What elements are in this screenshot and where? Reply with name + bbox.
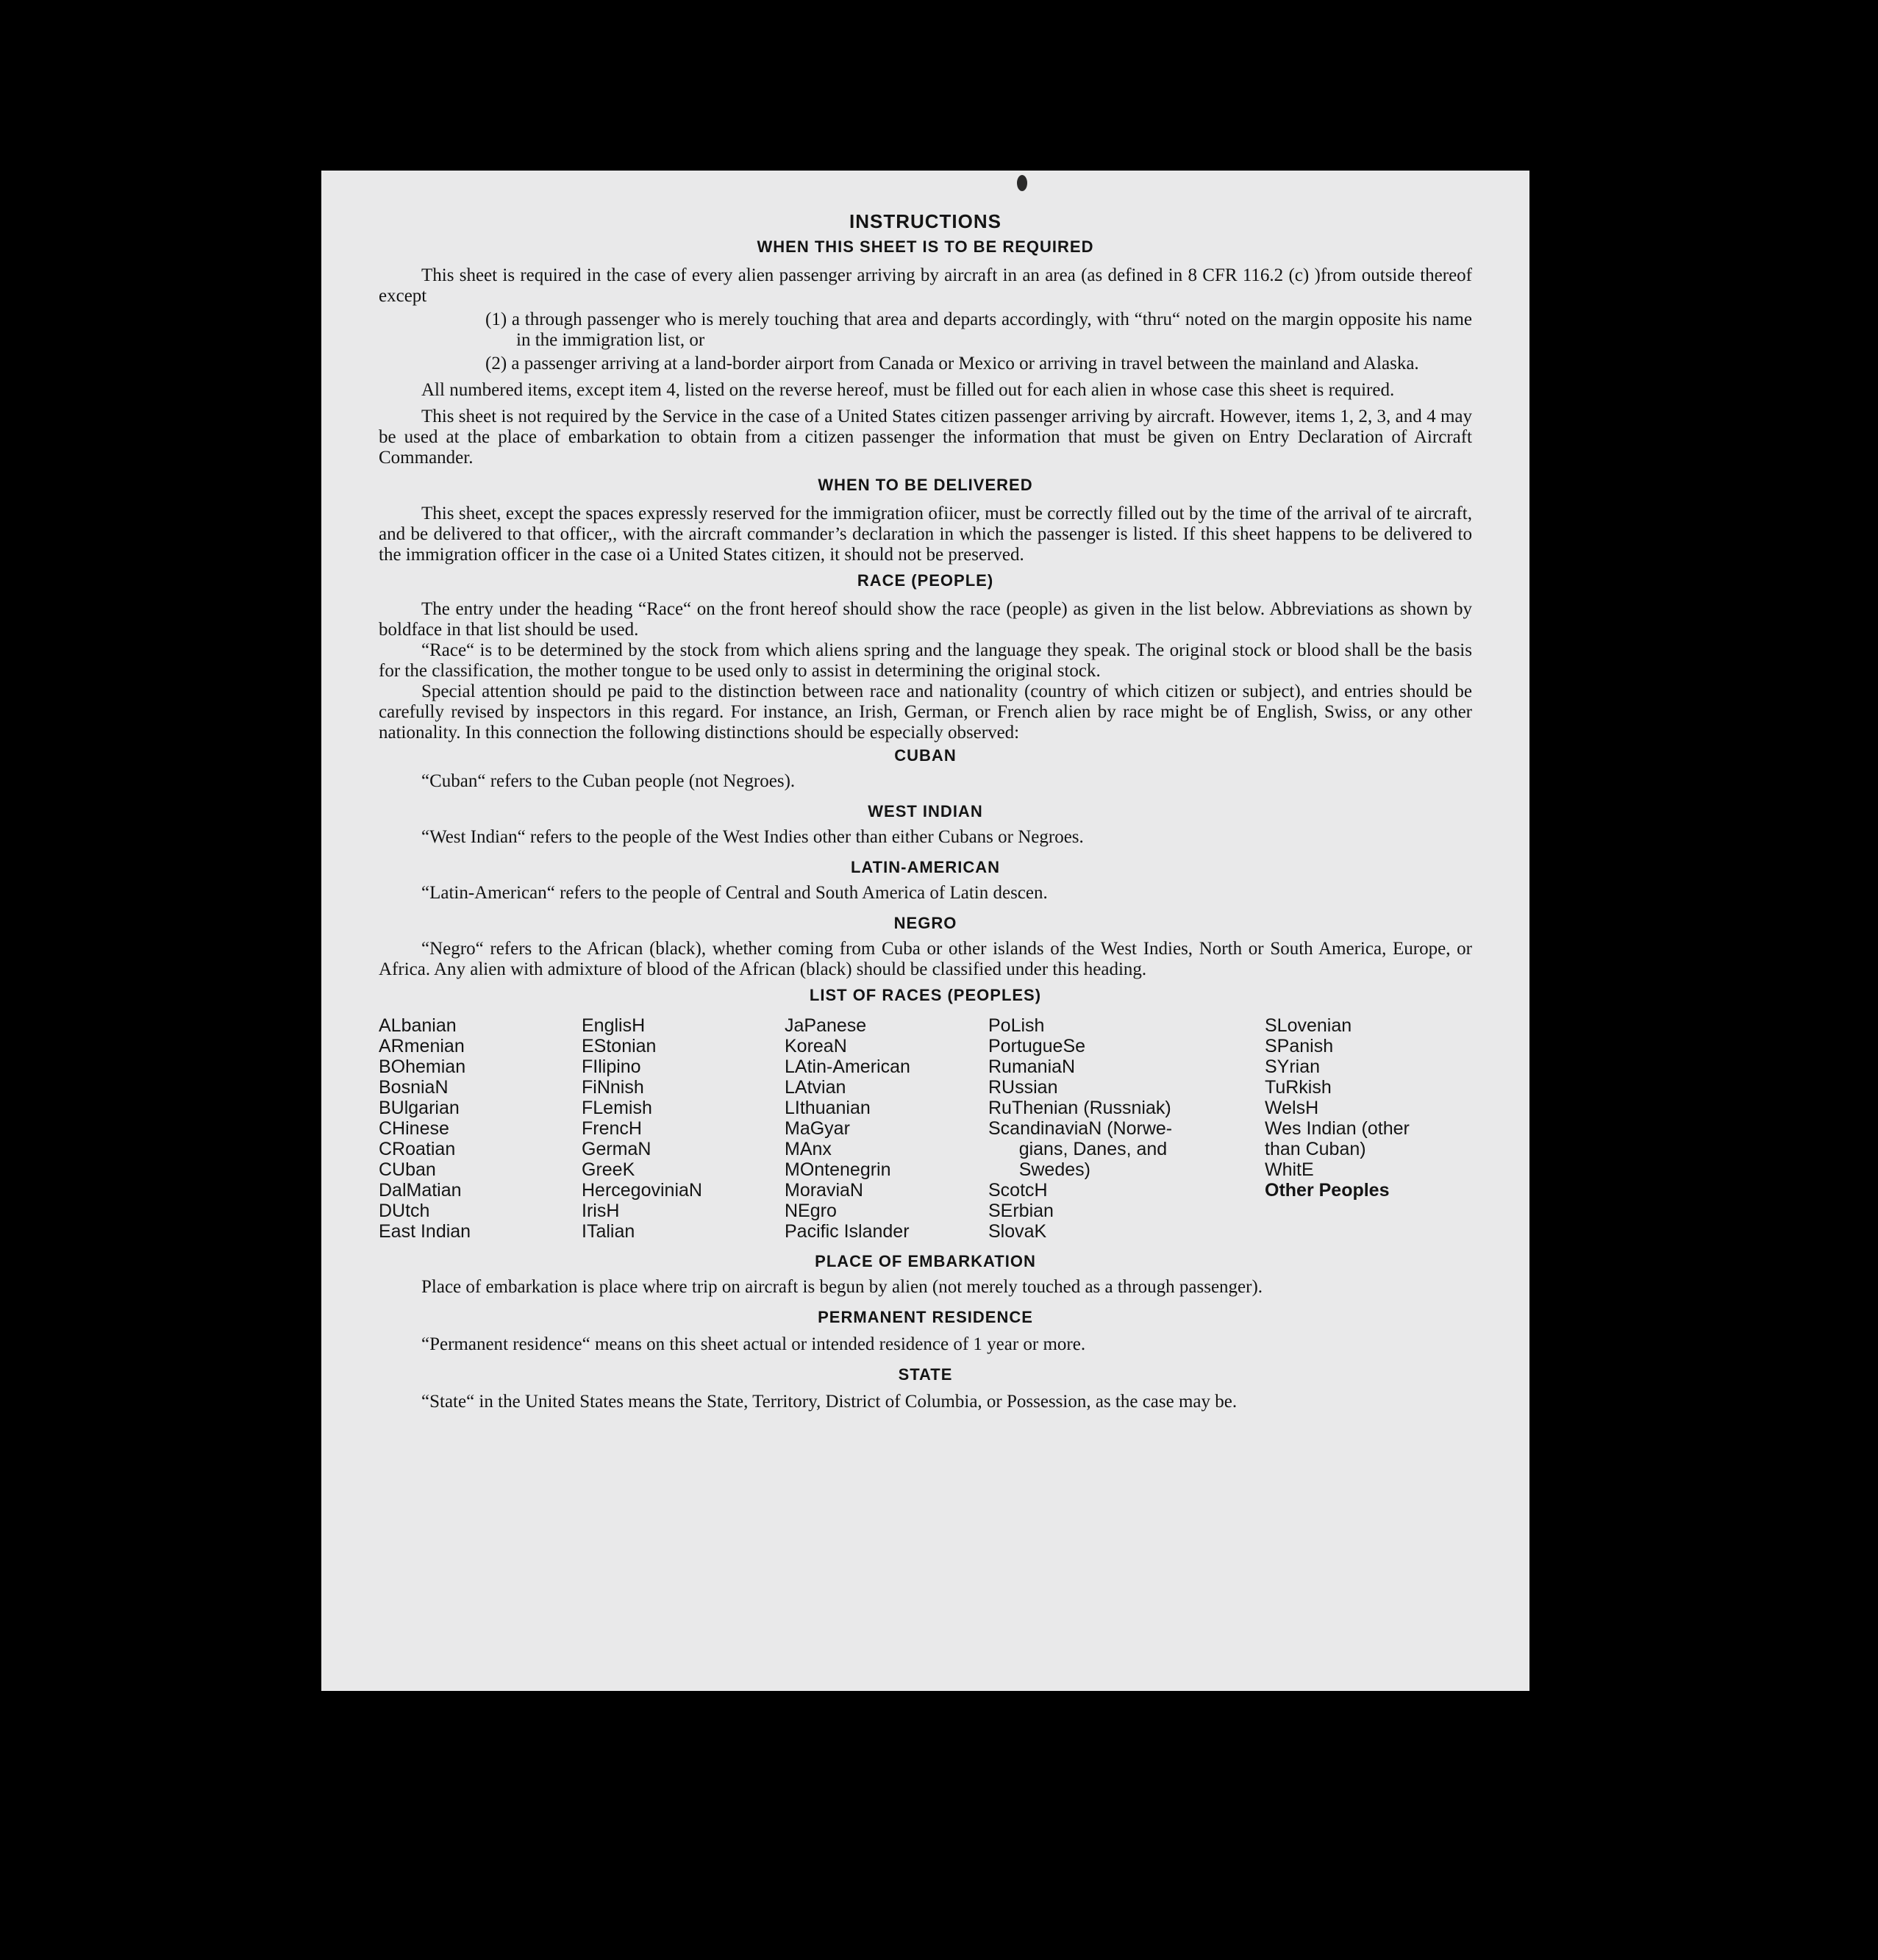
race-item: IrisH [582,1201,620,1221]
ink-smudge [1017,175,1027,191]
race-item: WelsH [1265,1098,1319,1118]
race-item: RuThenian (Russniak) [988,1098,1171,1118]
paragraph-permanent-residence: “Permanent residence“ means on this sheet actual or intended residence of 1 year or more. [421,1334,1086,1354]
race-item: MoraviaN [785,1180,863,1201]
page-title: INSTRUCTIONS [849,210,1002,232]
heading-cuban: CUBAN [894,746,957,765]
race-item: ScandinaviaN (Norwe- [988,1118,1173,1139]
race-item: gians, Danes, and [988,1139,1168,1159]
race-item: GreeK [582,1159,635,1180]
race-item: SlovaK [988,1221,1047,1242]
paragraph-race-nationality: Special attention should pe paid to the distinction between race and nationality (country of which citizen or subject), and entries should be carefully revised by inspectors in this regard. For instance, an Irish, German, or French alien by race might be of English, Swiss, or any other nationality. In this connection the following distinctions should be especially observed: [379,682,1472,743]
race-item: BosniaN [379,1077,449,1098]
race-item: Other Peoples [1265,1180,1390,1201]
race-item: East Indian [379,1221,471,1242]
paragraph-race-stock: “Race“ is to be determined by the stock from which aliens spring and the language they speak. The original stock or blood shall be the basis for the classification, the mother tongue to be used only to assist in determining the original stock. [379,640,1472,681]
heading-negro: NEGRO [893,914,957,932]
race-item: JaPanese [785,1015,867,1036]
races-column-5 [1265,1015,1485,1242]
race-item: LIthuanian [785,1098,871,1118]
race-item: EStonian [582,1036,657,1056]
race-item: SPanish [1265,1036,1334,1056]
heading-race: RACE (PEOPLE) [857,571,994,590]
race-item: MaGyar [785,1118,850,1139]
race-item: EnglisH [582,1015,646,1036]
race-item: CUban [379,1159,436,1180]
paragraph-negro: “Negro“ refers to the African (black), whether coming from Cuba or other islands of the West Indies, North or South America, Europe, or Africa. Any alien with admixture of blood of the African (black) should be classified under this heading. [379,939,1472,979]
race-item: GermaN [582,1139,651,1159]
paragraph-state: “State“ in the United States means the State, Territory, District of Columbia, or Possession, as the case may be. [421,1392,1238,1412]
heading-embarkation: PLACE OF EMBARKATION [815,1252,1036,1270]
exception-item-1: (1) a through passenger who is merely touching that area and departs accordingly, with “thru“ noted on the margin opposite his name in the immigration list, or [485,310,1472,350]
races-column-1 [379,1015,582,1242]
race-item: LAtin-American [785,1056,910,1077]
paragraph-latin-american: “Latin-American“ refers to the people of Central and South America of Latin descen. [421,883,1048,903]
race-item: ITalian [582,1221,635,1242]
race-item: MAnx [785,1139,832,1159]
race-item: HercegoviniaN [582,1180,702,1201]
race-item: SErbian [988,1201,1054,1221]
heading-west-indian: WEST INDIAN [868,802,983,820]
race-item: FiNnish [582,1077,644,1098]
race-item: FLemish [582,1098,652,1118]
heading-when-required: WHEN THIS SHEET IS TO BE REQUIRED [757,237,1094,256]
race-item: TuRkish [1265,1077,1332,1098]
race-item: RUssian [988,1077,1058,1098]
race-item: PortugueSe [988,1036,1086,1056]
instruction-sheet [321,171,1529,1691]
race-item: ARmenian [379,1036,465,1056]
race-item: DalMatian [379,1180,462,1201]
race-item: PoLish [988,1015,1045,1036]
heading-permanent-residence: PERMANENT RESIDENCE [818,1308,1033,1326]
race-item: ALbanian [379,1015,457,1036]
race-item: FrencH [582,1118,642,1139]
paragraph-cuban: “Cuban“ refers to the Cuban people (not Negroes). [421,771,796,791]
races-list [379,1015,1472,1242]
race-item: FIlipino [582,1056,641,1077]
paragraph-west-indian: “West Indian“ refers to the people of the West Indies other than either Cubans or Negroes. [421,827,1084,847]
race-item: BUlgarian [379,1098,460,1118]
race-item: SLovenian [1265,1015,1352,1036]
race-item: CRoatian [379,1139,456,1159]
races-column-2 [582,1015,785,1242]
heading-when-delivered: WHEN TO BE DELIVERED [818,476,1033,494]
paragraph-numbered-items: All numbered items, except item 4, listed on the reverse hereof, must be filled out for each alien in whose case this sheet is required. [421,380,1395,400]
paragraph-required: This sheet is required in the case of every alien passenger arriving by aircraft in an area (as defined in 8 CFR 116.2 (c) )from outside thereof except [379,265,1472,306]
race-item: LAtvian [785,1077,846,1098]
race-item: WhitE [1265,1159,1314,1180]
race-item: RumaniaN [988,1056,1076,1077]
heading-list-of-races: LIST OF RACES (PEOPLES) [809,986,1042,1004]
heading-latin-american: LATIN-AMERICAN [850,858,1000,876]
race-item: KoreaN [785,1036,847,1056]
paragraph-embarkation: Place of embarkation is place where trip on aircraft is begun by alien (not merely touched as a through passenger). [421,1277,1263,1297]
race-item: CHinese [379,1118,449,1139]
race-item: ScotcH [988,1180,1048,1201]
race-item: than Cuban) [1265,1139,1366,1159]
exception-item-2: (2) a passenger arriving at a land-border airport from Canada or Mexico or arriving in travel between the mainland and Alaska. [485,354,1419,373]
race-item: DUtch [379,1201,430,1221]
race-item: SYrian [1265,1056,1321,1077]
races-column-4 [988,1015,1265,1242]
race-item: Swedes) [988,1159,1090,1180]
races-column-3 [785,1015,988,1242]
race-item: BOhemian [379,1056,466,1077]
race-item: Wes Indian (other [1265,1118,1410,1139]
heading-state: STATE [898,1365,953,1384]
race-item: Pacific Islander [785,1221,910,1242]
paragraph-delivered: This sheet, except the spaces expressly reserved for the immigration ofiicer, must be correctly filled out by the time of the arrival of te aircraft, and be delivered to that officer,, with the aircraft commander’s declaration in which the passenger is listed. If this sheet happens to be delivered to the immigration officer in the case oi a United States citizen, it should not be preserved. [379,504,1472,565]
race-item: NEgro [785,1201,837,1221]
paragraph-citizen: This sheet is not required by the Service in the case of a United States citizen passenger arriving by aircraft. However, items 1, 2, 3, and 4 may be used at the place of embarkation to obtain from a citizen passenger the information that must be given on Entry Declaration of Aircraft Commander. [379,407,1472,468]
paragraph-race-entry: The entry under the heading “Race“ on the front hereof should show the race (people) as given in the list below. Abbreviations as shown by boldface in that list should be used. [379,599,1472,640]
race-item: MOntenegrin [785,1159,891,1180]
